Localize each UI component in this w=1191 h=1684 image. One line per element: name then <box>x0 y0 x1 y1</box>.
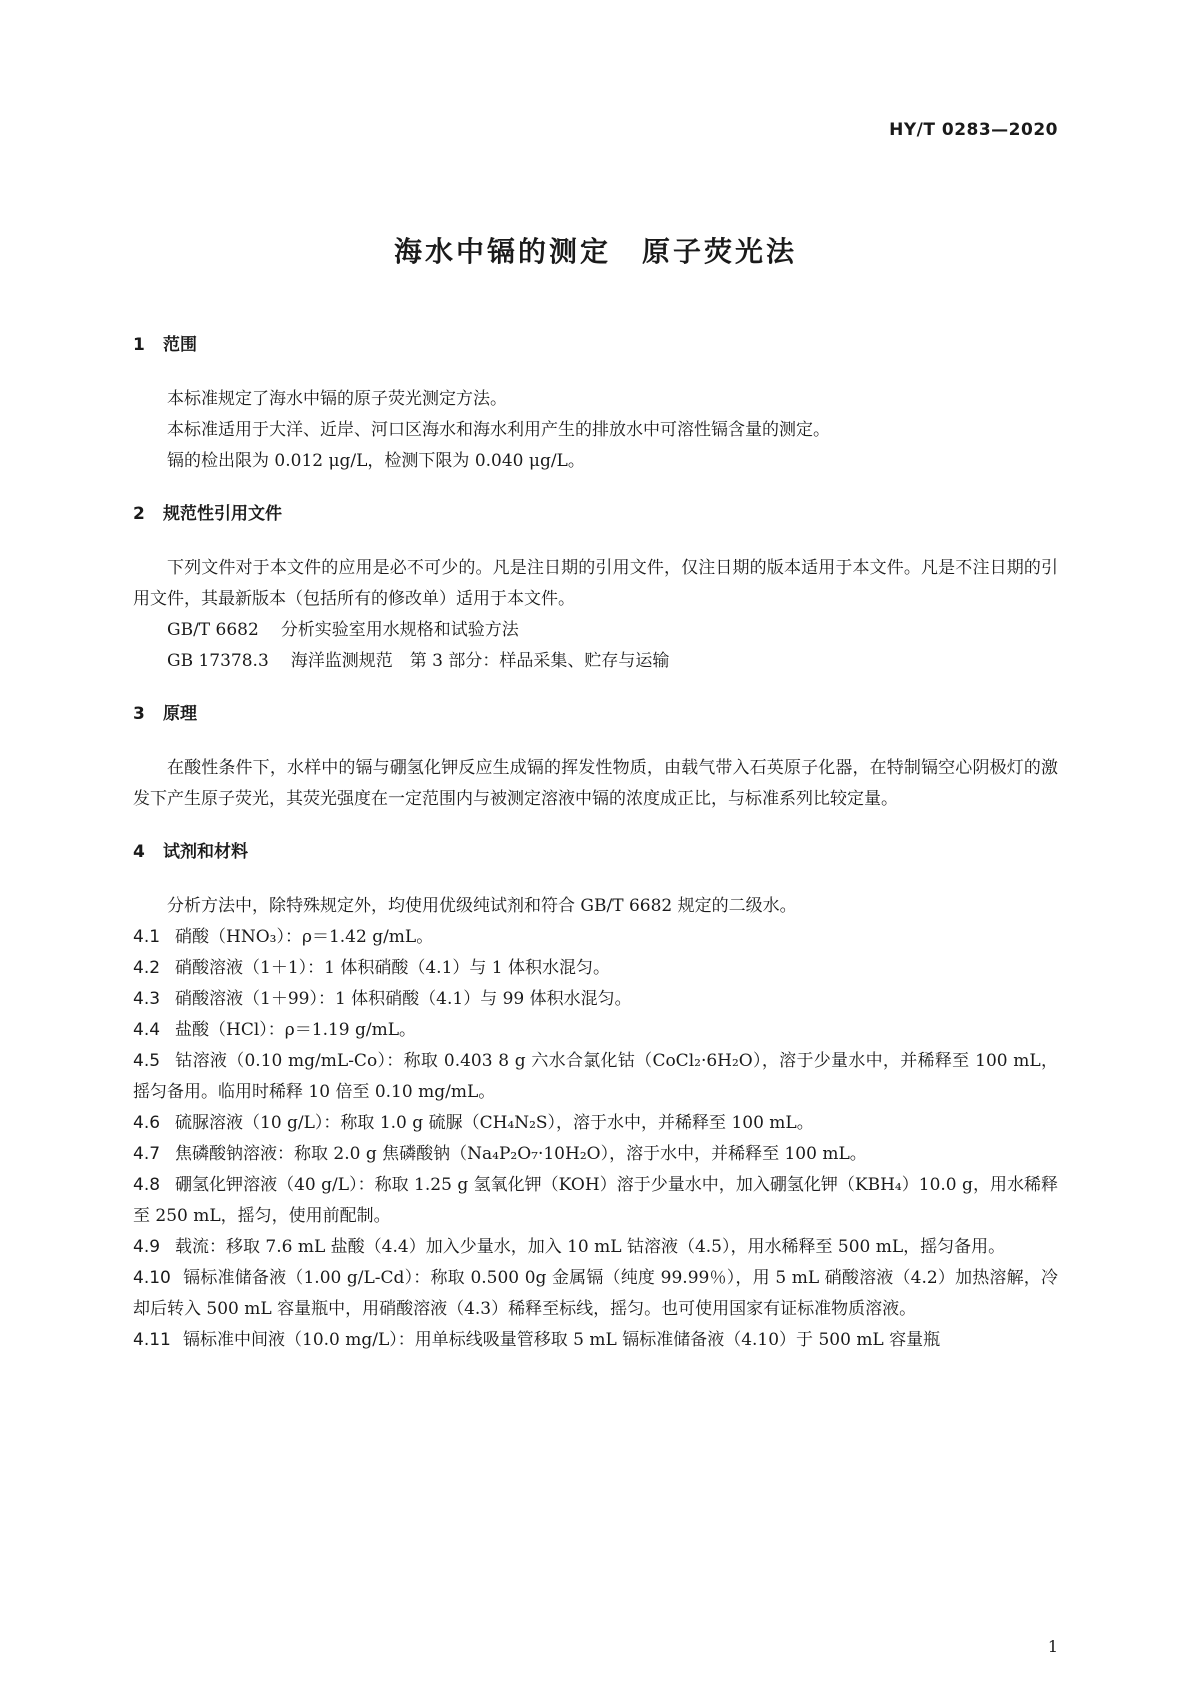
item-number: 4.5 <box>133 1051 161 1071</box>
item-text: 硝酸（HNO₃）：ρ＝1.42 g/mL。 <box>175 927 434 947</box>
item-number: 4.10 <box>133 1268 171 1288</box>
reference-name: 分析实验室用水规格和试验方法 <box>280 620 519 640</box>
paragraph: 在酸性条件下，水样中的镉与硼氢化钾反应生成镉的挥发性物质，由载气带入石英原子化器，在特制镉空心阴极灯的激发下产生原子荧光，其荧光强度在一定范围内与被测定溶液中镉的浓度成正比，与标准系列比较定量。 <box>133 758 1058 809</box>
document-title: 海水中镉的测定 原子荧光法 <box>393 235 797 268</box>
section-title: 规范性引用文件 <box>163 504 282 524</box>
reagent-item <box>133 922 1058 953</box>
paragraph: 本标准规定了海水中镉的原子荧光测定方法。 <box>167 389 507 409</box>
paragraph: 镉的检出限为 0.012 μg/L，检测下限为 0.040 μg/L。 <box>167 451 585 471</box>
item-number: 4.9 <box>133 1237 161 1257</box>
reagent-item <box>133 984 1058 1015</box>
section-heading <box>133 837 1058 868</box>
section-title: 原理 <box>163 704 197 724</box>
reagent-item <box>133 1325 1058 1356</box>
section-title: 范围 <box>163 335 197 355</box>
section-number: 4 <box>133 842 145 862</box>
item-text: 硫脲溶液（10 g/L）：称取 1.0 g 硫脲（CH₄N₂S），溶于水中，并稀释至 100 mL。 <box>175 1113 814 1133</box>
item-text: 镉标准储备液（1.00 g/L-Cd）：称取 0.500 0g 金属镉（纯度 99.99％），用 5 mL 硝酸溶液（4.2）加热溶解，冷却后转入 500 mL 容量瓶中，用硝酸溶液（4.3）稀释至标线，摇匀。也可使用国家有证标准物质溶液。 <box>133 1268 1058 1319</box>
section-normative-references <box>133 499 1058 677</box>
item-text: 载流：移取 7.6 mL 盐酸（4.4）加入少量水，加入 10 mL 钴溶液（4.5），用水稀释至 500 mL，摇匀备用。 <box>175 1237 1006 1257</box>
section-title: 试剂和材料 <box>163 842 248 862</box>
paragraph: 下列文件对于本文件的应用是必不可少的。凡是注日期的引用文件，仅注日期的版本适用于本文件。凡是不注日期的引用文件，其最新版本（包括所有的修改单）适用于本文件。 <box>133 558 1058 609</box>
section-heading <box>133 699 1058 730</box>
section-principle <box>133 699 1058 815</box>
document-body <box>133 330 1058 1378</box>
paragraph: 分析方法中，除特殊规定外，均使用优级纯试剂和符合 GB/T 6682 规定的二级水。 <box>167 896 797 916</box>
item-number: 4.7 <box>133 1144 161 1164</box>
page-number: 1 <box>1047 1637 1058 1656</box>
item-text: 硝酸溶液（1＋1）：1 体积硝酸（4.1）与 1 体积水混匀。 <box>175 958 611 978</box>
reagent-item <box>133 1263 1058 1325</box>
reagent-item <box>133 1108 1058 1139</box>
standard-code: HY/T 0283—2020 <box>889 120 1058 140</box>
section-number: 3 <box>133 704 145 724</box>
item-number: 4.4 <box>133 1020 161 1040</box>
reagent-item <box>133 1046 1058 1108</box>
item-text: 焦磷酸钠溶液：称取 2.0 g 焦磷酸钠（Na₄P₂O₇·10H₂O），溶于水中，并稀释至 100 mL。 <box>175 1144 867 1164</box>
item-text: 盐酸（HCl）：ρ＝1.19 g/mL。 <box>175 1020 417 1040</box>
section-number: 1 <box>133 335 145 355</box>
section-heading <box>133 499 1058 530</box>
reagent-item <box>133 1015 1058 1046</box>
reference-code: GB 17378.3 <box>167 651 269 671</box>
item-number: 4.1 <box>133 927 161 947</box>
paragraph: 本标准适用于大洋、近岸、河口区海水和海水利用产生的排放水中可溶性镉含量的测定。 <box>167 420 830 440</box>
section-reagents <box>133 837 1058 1356</box>
reference-code: GB/T 6682 <box>167 620 259 640</box>
item-number: 4.3 <box>133 989 161 1009</box>
reagent-item <box>133 1232 1058 1263</box>
reference-item <box>133 646 1058 677</box>
section-number: 2 <box>133 504 145 524</box>
item-text: 硼氢化钾溶液（40 g/L）：称取 1.25 g 氢氧化钾（KOH）溶于少量水中，加入硼氢化钾（KBH₄）10.0 g，用水稀释至 250 mL，摇匀，使用前配制。 <box>133 1175 1058 1226</box>
section-heading <box>133 330 1058 361</box>
item-number: 4.6 <box>133 1113 161 1133</box>
reference-name: 海洋监测规范 第 3 部分：样品采集、贮存与运输 <box>290 651 670 671</box>
item-text: 钴溶液（0.10 mg/mL-Co）：称取 0.403 8 g 六水合氯化钴（CoCl₂·6H₂O），溶于少量水中，并稀释至 100 mL，摇匀备用。临用时稀释 10 倍至 0.10 mg/mL。 <box>133 1051 1058 1102</box>
item-number: 4.11 <box>133 1330 171 1350</box>
item-text: 硝酸溶液（1＋99）：1 体积硝酸（4.1）与 99 体积水混匀。 <box>175 989 632 1009</box>
reagent-item <box>133 953 1058 984</box>
item-number: 4.2 <box>133 958 161 978</box>
item-text: 镉标准中间液（10.0 mg/L）：用单标线吸量管移取 5 mL 镉标准储备液（4.10）于 500 mL 容量瓶 <box>183 1330 941 1350</box>
reagent-item <box>133 1170 1058 1232</box>
item-number: 4.8 <box>133 1175 161 1195</box>
reagent-item <box>133 1139 1058 1170</box>
reference-item <box>133 615 1058 646</box>
section-scope <box>133 330 1058 477</box>
